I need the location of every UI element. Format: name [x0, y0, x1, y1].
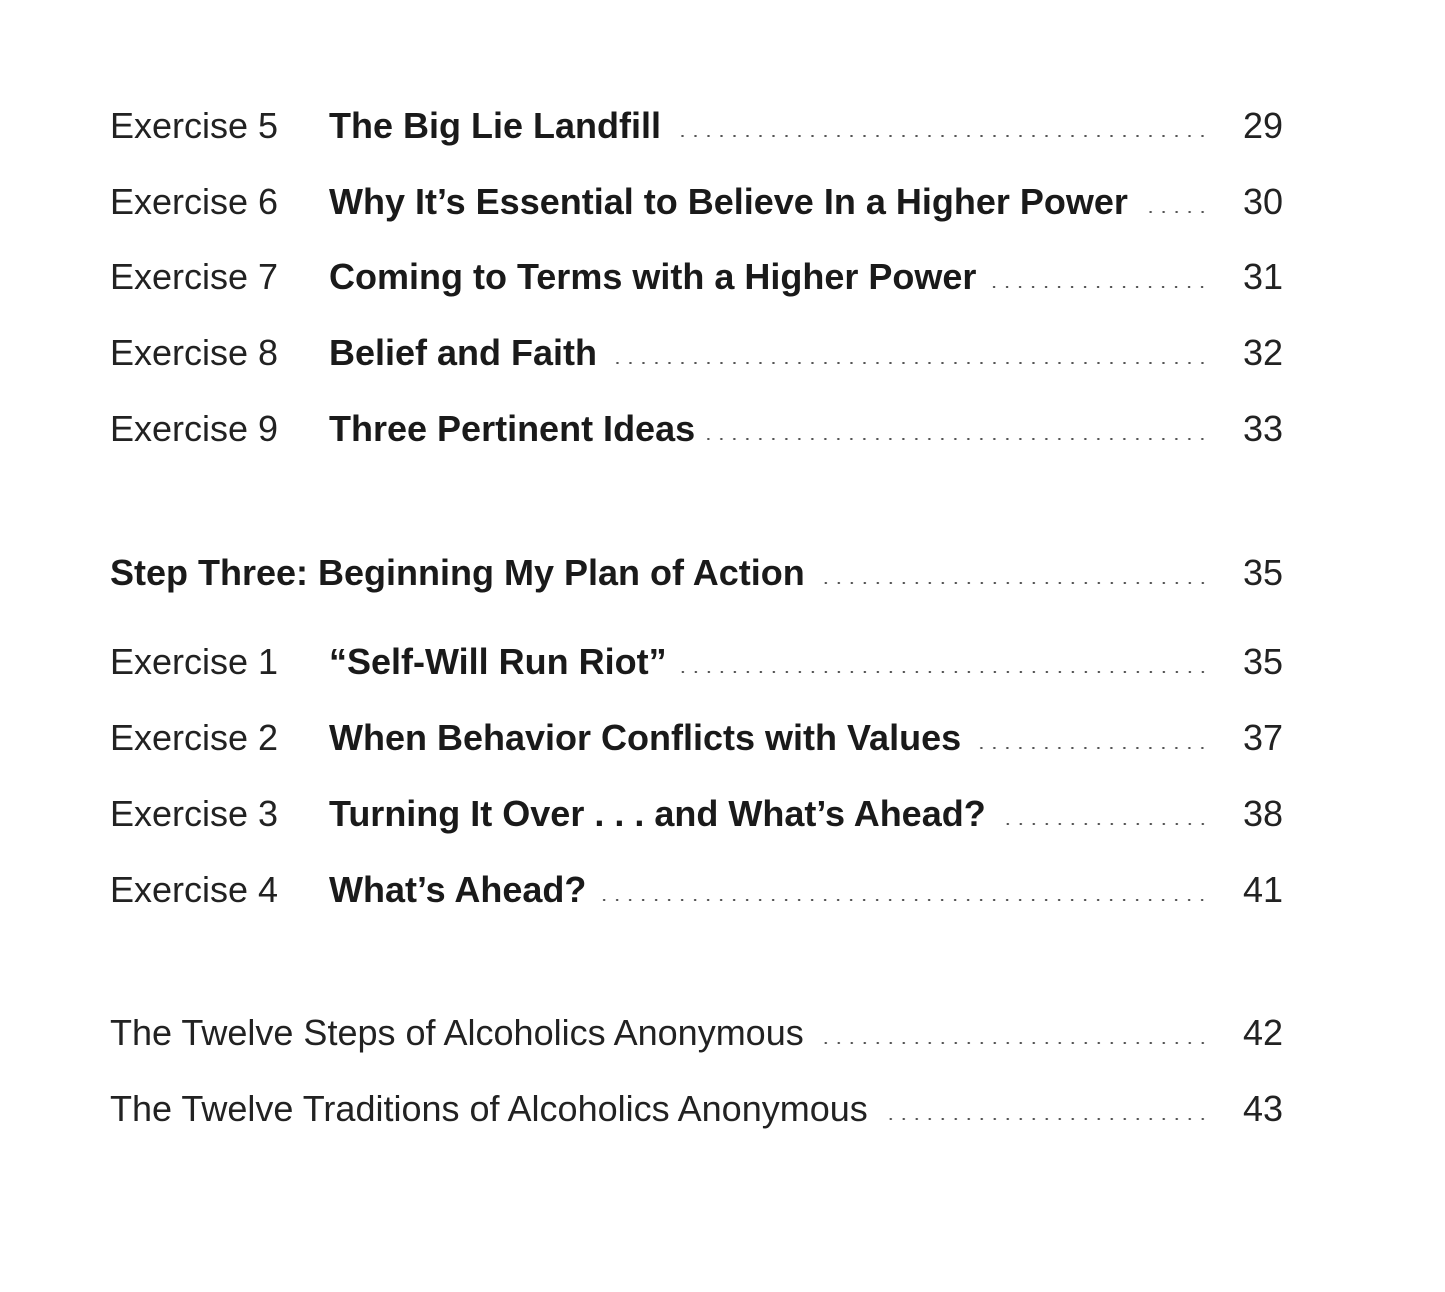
exercise-label: Exercise 8 [110, 332, 279, 373]
toc-entry-exercise-6[interactable] [110, 177, 1283, 227]
entry-title: Belief and Faith [329, 332, 598, 373]
toc-entry-step3-exercise-3[interactable] [110, 789, 1283, 839]
dot-leader [609, 362, 1209, 364]
exercise-label: Exercise 5 [110, 105, 279, 146]
page-number: 42 [1242, 1012, 1283, 1053]
page-number: 37 [1242, 717, 1283, 758]
page-number: 33 [1242, 408, 1283, 449]
dot-leader [880, 1118, 1209, 1120]
page-number: 43 [1242, 1088, 1283, 1129]
entry-title: “Self-Will Run Riot” [329, 641, 667, 682]
dot-leader [816, 1042, 1209, 1044]
page-number: 31 [1242, 256, 1283, 297]
dot-leader [679, 671, 1209, 673]
toc-entry-step-three[interactable] [110, 548, 1283, 598]
toc-entry-exercise-9[interactable] [110, 404, 1283, 454]
dot-leader [973, 747, 1209, 749]
page-number: 30 [1242, 181, 1283, 222]
exercise-label: Exercise 1 [110, 641, 279, 682]
toc-entry-step3-exercise-4[interactable] [110, 865, 1283, 915]
dot-leader [817, 582, 1209, 584]
exercise-label: Exercise 3 [110, 793, 279, 834]
toc-entry-step3-exercise-1[interactable] [110, 637, 1283, 687]
page-number: 29 [1242, 105, 1283, 146]
entry-title: Turning It Over . . . and What’s Ahead? [329, 793, 986, 834]
page-number: 35 [1242, 552, 1283, 593]
dot-leader [598, 899, 1209, 901]
step-heading: Step Three: Beginning My Plan of Action [110, 552, 805, 593]
entry-title: When Behavior Conflicts with Values [329, 717, 962, 758]
dot-leader [673, 135, 1209, 137]
dot-leader [988, 286, 1209, 288]
exercise-label: Exercise 6 [110, 181, 279, 222]
toc-entry-exercise-8[interactable] [110, 328, 1283, 378]
entry-title: The Twelve Traditions of Alcoholics Anonymous [110, 1088, 868, 1129]
exercise-label: Exercise 4 [110, 869, 279, 910]
page-number: 41 [1242, 869, 1283, 910]
entry-title: The Twelve Steps of Alcoholics Anonymous [110, 1012, 804, 1053]
toc-entry-twelve-steps[interactable] [110, 1008, 1283, 1058]
entry-title: Why It’s Essential to Believe In a Higher Power [329, 181, 1128, 222]
entry-title: The Big Lie Landfill [329, 105, 661, 146]
exercise-label: Exercise 2 [110, 717, 279, 758]
toc-entry-twelve-traditions[interactable] [110, 1084, 1283, 1134]
exercise-label: Exercise 9 [110, 408, 279, 449]
toc-entry-exercise-5[interactable] [110, 101, 1283, 151]
entry-title: What’s Ahead? [329, 869, 587, 910]
entry-title: Coming to Terms with a Higher Power [329, 256, 977, 297]
page-number: 32 [1242, 332, 1283, 373]
exercise-label: Exercise 7 [110, 256, 279, 297]
dot-leader [707, 438, 1209, 440]
dot-leader [1140, 211, 1209, 213]
entry-title: Three Pertinent Ideas [329, 408, 696, 449]
toc-entry-step3-exercise-2[interactable] [110, 713, 1283, 763]
page-number: 35 [1242, 641, 1283, 682]
page-number: 38 [1242, 793, 1283, 834]
toc-entry-exercise-7[interactable] [110, 252, 1283, 302]
dot-leader [998, 823, 1209, 825]
